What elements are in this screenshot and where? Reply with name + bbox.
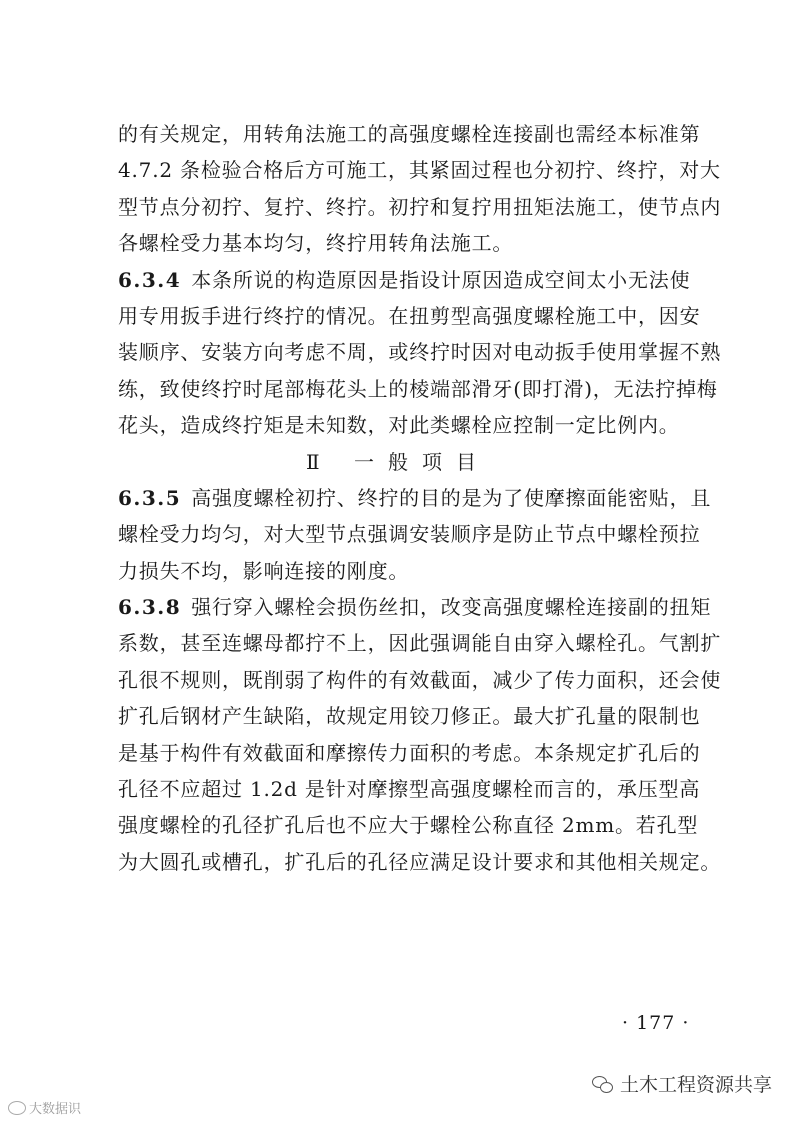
text-line: 强度螺栓的孔径扩孔后也不应大于螺栓公称直径 2mm。若孔型	[118, 813, 699, 838]
clause-number: 6.3.8	[118, 595, 182, 620]
clause-number: 6.3.5	[118, 485, 182, 510]
clause-number: 6.3.4	[118, 267, 182, 292]
text-line: 是基于构件有效截面和摩擦传力面积的考虑。本条规定扩孔后的	[118, 740, 701, 765]
text-line: 各螺栓受力基本均匀，终拧用转角法施工。	[118, 231, 514, 256]
text-line: 螺栓受力均匀，对大型节点强调安装顺序是防止节点中螺栓预拉	[118, 522, 701, 547]
text-line: 装顺序、安装方向考虑不周，或终拧时因对电动扳手使用掌握不熟	[118, 340, 722, 365]
text-line: 为大圆孔或槽孔，扩孔后的孔径应满足设计要求和其他相关规定。	[118, 849, 722, 874]
text-line: 扩孔后钢材产生缺陷，故规定用铰刀修正。最大扩孔量的限制也	[118, 704, 701, 729]
watermark-source	[592, 1070, 772, 1097]
text-line: 系数，甚至连螺母都拧不上，因此强调能自由穿入螺栓孔。气割扩	[118, 631, 722, 656]
section-heading: Ⅱ 一般项目	[306, 449, 490, 474]
text-segment: 强行穿入螺栓会损伤丝扣，改变高强度螺栓连接副的扭矩	[191, 595, 712, 620]
text-line: 的有关规定，用转角法施工的高强度螺栓连接副也需经本标准第	[118, 122, 701, 146]
text-segment: 本条所说的构造原因是指设计原因造成空间太小无法使	[191, 267, 691, 292]
wechat-icon	[592, 1075, 614, 1093]
text-line: 型节点分初拧、复拧、终拧。初拧和复拧用扭矩法施工，使节点内	[118, 194, 722, 219]
text-line: 花头，造成终拧矩是未知数，对此类螺栓应控制一定比例内。	[118, 413, 680, 438]
clause-6-3-4-first-line	[118, 262, 691, 298]
watermark-corner-text: 大数据识	[29, 1102, 82, 1117]
watermark-text: 土木工程资源共享	[620, 1074, 773, 1096]
text-line: 孔很不规则，既削弱了构件的有效截面，减少了传力面积，还会使	[118, 667, 722, 692]
text-line: 孔径不应超过 1.2d 是针对摩擦型高强度螺栓而言的，承压型高	[118, 777, 701, 802]
body-text	[118, 116, 722, 880]
text-line: 用专用扳手进行终拧的情况。在扭剪型高强度螺栓施工中，因安	[118, 303, 701, 328]
text-line: 力损失不均，影响连接的刚度。	[118, 558, 410, 583]
clause-6-3-5-first-line	[118, 480, 712, 516]
text-segment: 高强度螺栓初拧、终拧的目的是为了使摩擦面能密贴，且	[191, 485, 712, 510]
text-line: 练，致使终拧时尾部梅花头上的棱端部滑牙(即打滑)，无法拧掉梅	[118, 376, 718, 401]
clause-6-3-8-first-line	[118, 589, 712, 625]
text-line: 4.7.2 条检验合格后方可施工，其紧固过程也分初拧、终拧，对大	[118, 158, 721, 183]
logo-icon	[8, 1101, 26, 1115]
page-number: · 177 ·	[622, 1012, 690, 1034]
watermark-corner	[8, 1098, 81, 1117]
